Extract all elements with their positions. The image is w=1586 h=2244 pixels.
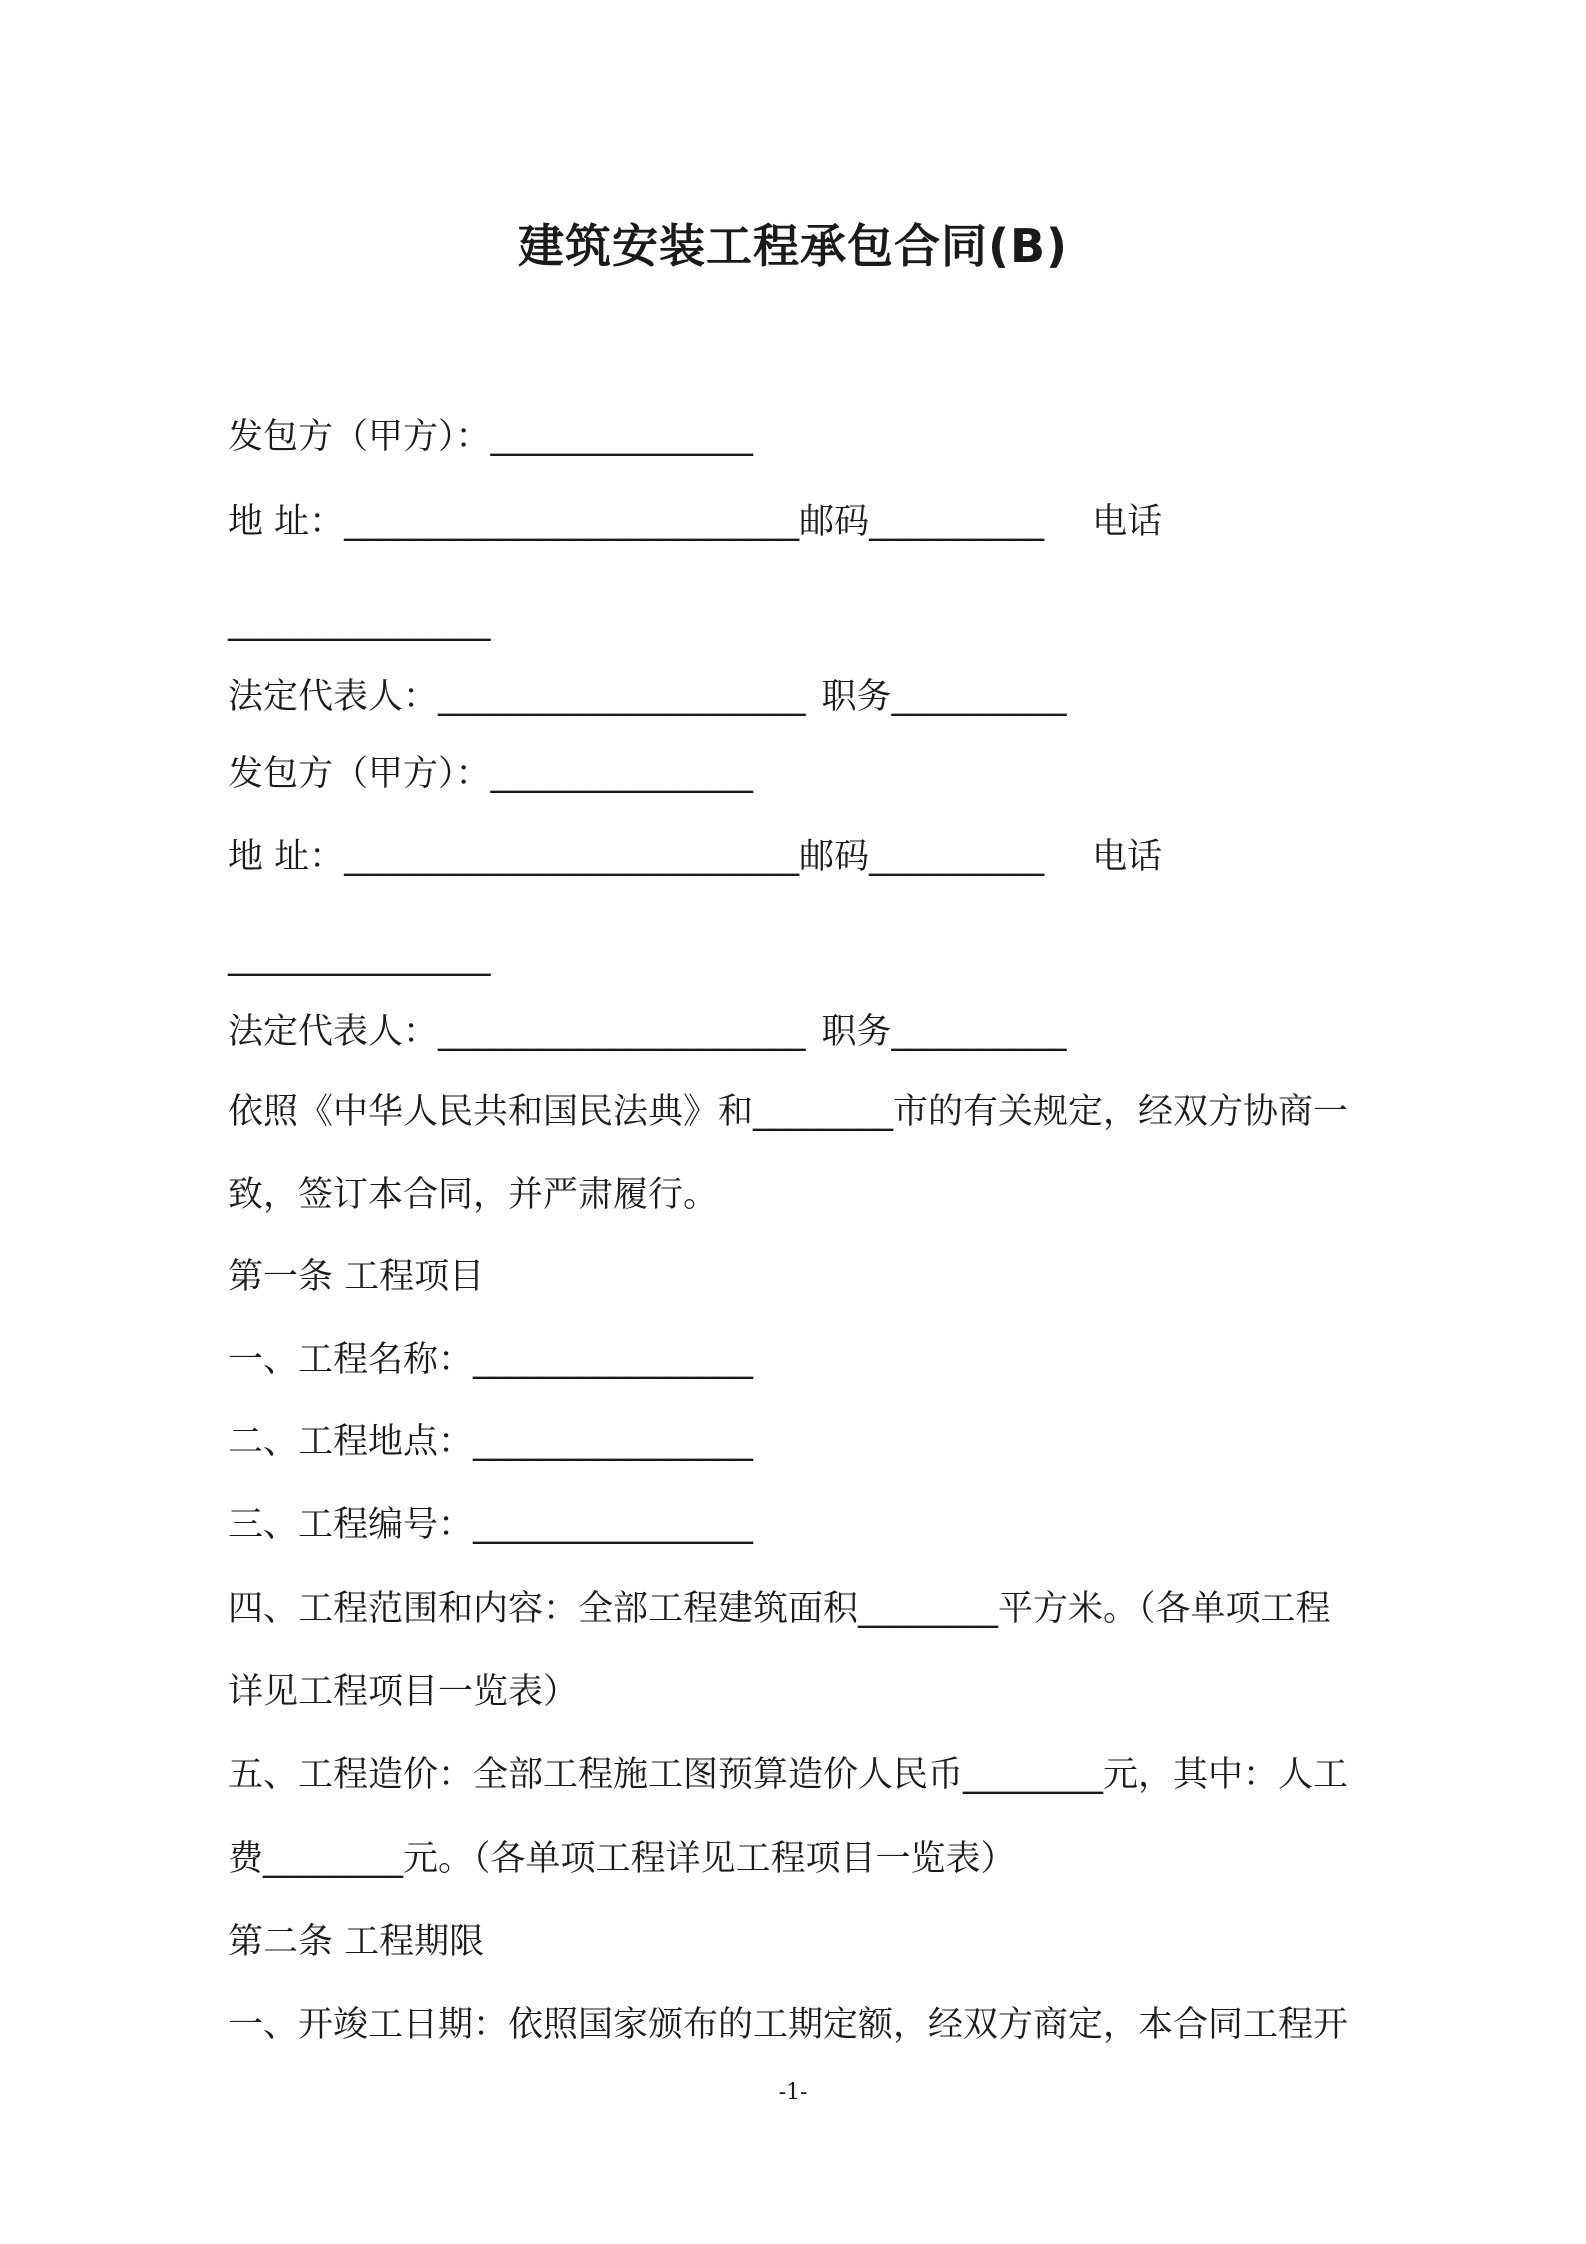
party-a2-address-text: 地 址：__________________________邮码__________ [228, 837, 1045, 877]
party-a2-address-line [228, 835, 1162, 879]
party-a-phone-label: 电话 [1092, 502, 1163, 542]
party-a-position-text: 职务__________ [821, 677, 1067, 717]
party-a-address-text: 地 址：__________________________邮码__________ [228, 502, 1045, 542]
party-a2-phone-blank: _______________ [228, 937, 491, 977]
article-2-heading: 第二条 工程期限 [228, 1922, 485, 1962]
party-a-address-line [228, 500, 1162, 544]
article-1-item-5-line-1: 五、工程造价：全部工程施工图预算造价人民币________元，其中：人工 [228, 1755, 1349, 1795]
article-1-item-5-line-2: 费________元。（各单项工程详见工程项目一览表） [228, 1839, 1016, 1879]
party-a2-name-line [228, 752, 753, 796]
page-number: -1- [778, 2080, 808, 2105]
party-a2-rep-line [228, 1010, 1067, 1054]
party-a2-phone-label: 电话 [1092, 837, 1163, 877]
preamble-line-2: 致，签订本合同，并严肃履行。 [228, 1175, 719, 1215]
article-1-item-2: 二、工程地点：________________ [228, 1422, 754, 1462]
party-a-rep-line [228, 675, 1067, 719]
article-1-item-4-line-1: 四、工程范围和内容：全部工程建筑面积________平方米。（各单项工程 [228, 1589, 1331, 1629]
preamble-line-1: 依照《中华人民共和国民法典》和________市的有关规定，经双方协商一 [228, 1092, 1349, 1132]
document-title: 建筑安装工程承包合同(B) [517, 219, 1069, 273]
party-a2-rep-text: 法定代表人：_____________________ [228, 1012, 806, 1052]
party-a-name-line [228, 415, 753, 459]
party-a-name-text: 发包方（甲方）：_______________ [228, 417, 754, 457]
article-1-item-4-line-2: 详见工程项目一览表） [228, 1672, 579, 1712]
article-1-heading: 第一条 工程项目 [228, 1257, 485, 1297]
party-a2-name-text: 发包方（甲方）：_______________ [228, 754, 754, 794]
article-2-item-1: 一、开竣工日期：依照国家颁布的工期定额，经双方商定，本合同工程开 [228, 2005, 1349, 2045]
party-a-phone-blank: _______________ [228, 602, 491, 642]
article-1-item-1: 一、工程名称：________________ [228, 1340, 754, 1380]
party-a-rep-text: 法定代表人：_____________________ [228, 677, 806, 717]
article-1-item-3: 三、工程编号：________________ [228, 1505, 754, 1545]
party-a2-position-text: 职务__________ [821, 1012, 1067, 1052]
